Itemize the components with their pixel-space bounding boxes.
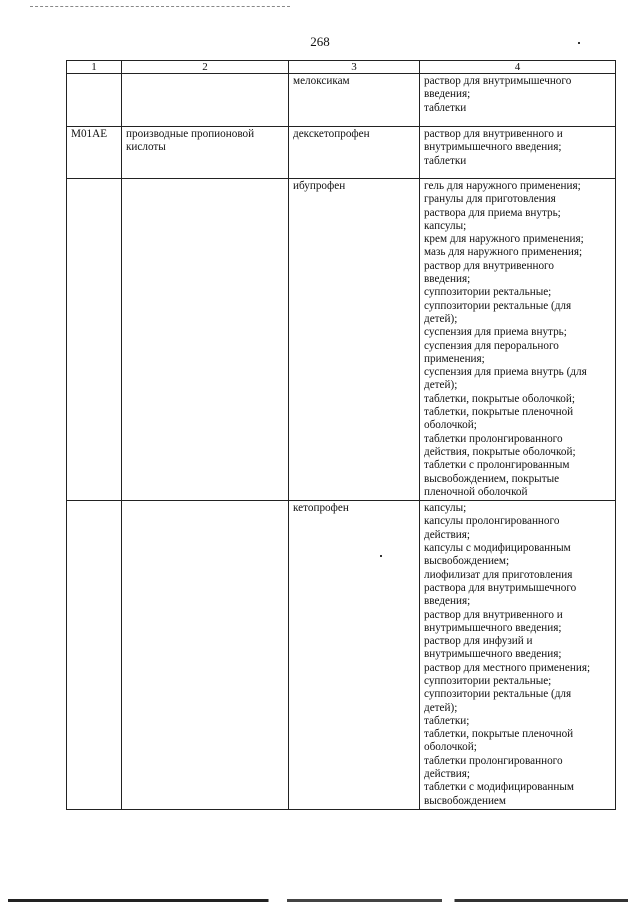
dosage-forms-cell-line: таблетки, покрытые пленочной bbox=[424, 728, 574, 741]
dosage-forms-cell-line: таблетки пролонгированного bbox=[424, 432, 563, 445]
dosage-forms-cell-line: раствор для местного применения; bbox=[424, 661, 591, 674]
group-name-cell-line: кислоты bbox=[126, 141, 166, 154]
column-header-1: 1 bbox=[67, 61, 122, 74]
drug-table bbox=[66, 60, 616, 810]
dosage-forms-cell-line: раствора для приема внутрь; bbox=[424, 206, 561, 219]
dosage-forms-cell-line: раствор для внутримышечного bbox=[424, 75, 572, 87]
dosage-forms-cell-line: суппозитории ректальные; bbox=[424, 674, 552, 687]
dosage-forms-cell-line: действия; bbox=[424, 528, 471, 541]
dosage-forms-cell bbox=[420, 501, 616, 810]
dosage-forms-cell-line: введения; bbox=[424, 88, 471, 101]
dosage-forms-cell-line: суппозитории ректальные (для bbox=[424, 299, 572, 312]
dosage-forms-cell-line: раствор для инфузий и bbox=[424, 635, 533, 648]
page-number: 268 bbox=[310, 34, 330, 49]
dosage-forms-cell-line: действия; bbox=[424, 768, 471, 781]
dosage-forms-cell-line: внутримышечного введения; bbox=[424, 648, 562, 661]
column-header-4: 4 bbox=[420, 61, 616, 74]
table-body bbox=[67, 74, 616, 810]
dosage-forms-cell-line: капсулы с модифицированным bbox=[424, 542, 571, 555]
dosage-forms-cell-line: суспензия для приема внутрь (для bbox=[424, 366, 587, 379]
dosage-forms-cell-line: применения; bbox=[424, 352, 485, 365]
dosage-forms-cell-line: лиофилизат для приготовления bbox=[424, 568, 573, 581]
dosage-forms-cell-line: таблетки, покрытые оболочкой; bbox=[424, 392, 575, 405]
atc-code-cell bbox=[67, 501, 122, 810]
dosage-forms-cell-line: раствор для внутривенного и bbox=[424, 608, 563, 621]
dosage-forms-cell-line: таблетки bbox=[424, 154, 467, 167]
dosage-forms-cell-line: суспензия для приема внутрь; bbox=[424, 326, 567, 339]
dosage-forms-cell-line: мазь для наружного применения; bbox=[424, 246, 583, 259]
group-name-cell bbox=[122, 501, 289, 810]
dosage-forms-cell-line: оболочкой; bbox=[424, 741, 477, 754]
dosage-forms-cell-line: таблетки; bbox=[424, 714, 470, 727]
dosage-forms-cell-line: введения; bbox=[424, 273, 471, 286]
dosage-forms-cell-line: пленочной оболочкой bbox=[424, 485, 528, 498]
dosage-forms-cell-line: суппозитории ректальные; bbox=[424, 286, 552, 299]
dosage-forms-cell-line: раствора для внутримышечного bbox=[424, 581, 577, 594]
dosage-forms-cell-line: капсулы; bbox=[424, 502, 467, 515]
dosage-forms-cell bbox=[420, 127, 616, 179]
group-name-cell bbox=[122, 127, 289, 179]
dosage-forms-cell-line: детей); bbox=[424, 701, 458, 714]
dosage-forms-cell-line: раствор для внутривенного bbox=[424, 259, 554, 272]
dosage-forms-cell-line: суспензия для перорального bbox=[424, 339, 559, 352]
column-header-3: 3 bbox=[289, 61, 420, 74]
table-row bbox=[67, 179, 616, 501]
dosage-forms-cell-line: внутримышечного введения; bbox=[424, 141, 562, 154]
dosage-forms-cell-line: действия, покрытые оболочкой; bbox=[424, 445, 576, 458]
drug-name-cell: ибупрофен bbox=[289, 179, 420, 501]
group-name-cell bbox=[122, 74, 289, 127]
dosage-forms-cell bbox=[420, 74, 616, 127]
atc-code-cell bbox=[67, 74, 122, 127]
drug-name-cell: кетопрофен bbox=[289, 501, 420, 810]
drug-name-cell: декскетопрофен bbox=[289, 127, 420, 179]
dosage-forms-cell-line: таблетки с модифицированным bbox=[424, 781, 574, 794]
table-header-row bbox=[67, 61, 616, 74]
dosage-forms-cell-line: суппозитории ректальные (для bbox=[424, 688, 572, 701]
dosage-forms-cell-line: крем для наружного применения; bbox=[424, 233, 584, 246]
table-row bbox=[67, 501, 616, 810]
dosage-forms-cell-line: капсулы; bbox=[424, 219, 467, 232]
dosage-forms-cell-line: капсулы пролонгированного bbox=[424, 515, 560, 528]
column-header-2: 2 bbox=[122, 61, 289, 74]
dosage-forms-cell-line: гранулы для приготовления bbox=[424, 193, 556, 206]
dosage-forms-cell-line: высвобождением bbox=[424, 794, 506, 807]
dosage-forms-cell-line: оболочкой; bbox=[424, 419, 477, 432]
table-row bbox=[67, 127, 616, 179]
group-name-cell-line: производные пропионовой bbox=[126, 128, 255, 140]
drug-name-cell: мелоксикам bbox=[289, 74, 420, 127]
dosage-forms-cell-line: детей); bbox=[424, 312, 458, 325]
dosage-forms-cell-line: таблетки с пролонгированным bbox=[424, 459, 570, 472]
dosage-forms-cell-line: таблетки пролонгированного bbox=[424, 754, 563, 767]
dosage-forms-cell-line: введения; bbox=[424, 595, 471, 608]
atc-code-cell bbox=[67, 179, 122, 501]
scan-bottom-rule bbox=[8, 899, 628, 902]
atc-code-cell: M01AE bbox=[67, 127, 122, 179]
table-row bbox=[67, 74, 616, 127]
dosage-forms-cell-line: раствор для внутривенного и bbox=[424, 128, 563, 140]
dosage-forms-cell-line: высвобождением; bbox=[424, 555, 510, 568]
scan-speck bbox=[578, 42, 580, 44]
dosage-forms-cell-line: гель для наружного применения; bbox=[424, 180, 581, 192]
scan-top-rule bbox=[30, 6, 290, 7]
dosage-forms-cell-line: внутримышечного введения; bbox=[424, 621, 562, 634]
dosage-forms-cell bbox=[420, 179, 616, 501]
group-name-cell bbox=[122, 179, 289, 501]
dosage-forms-cell-line: таблетки bbox=[424, 101, 467, 114]
dosage-forms-cell-line: детей); bbox=[424, 379, 458, 392]
dosage-forms-cell-line: высвобождением, покрытые bbox=[424, 472, 560, 485]
dosage-forms-cell-line: таблетки, покрытые пленочной bbox=[424, 406, 574, 419]
